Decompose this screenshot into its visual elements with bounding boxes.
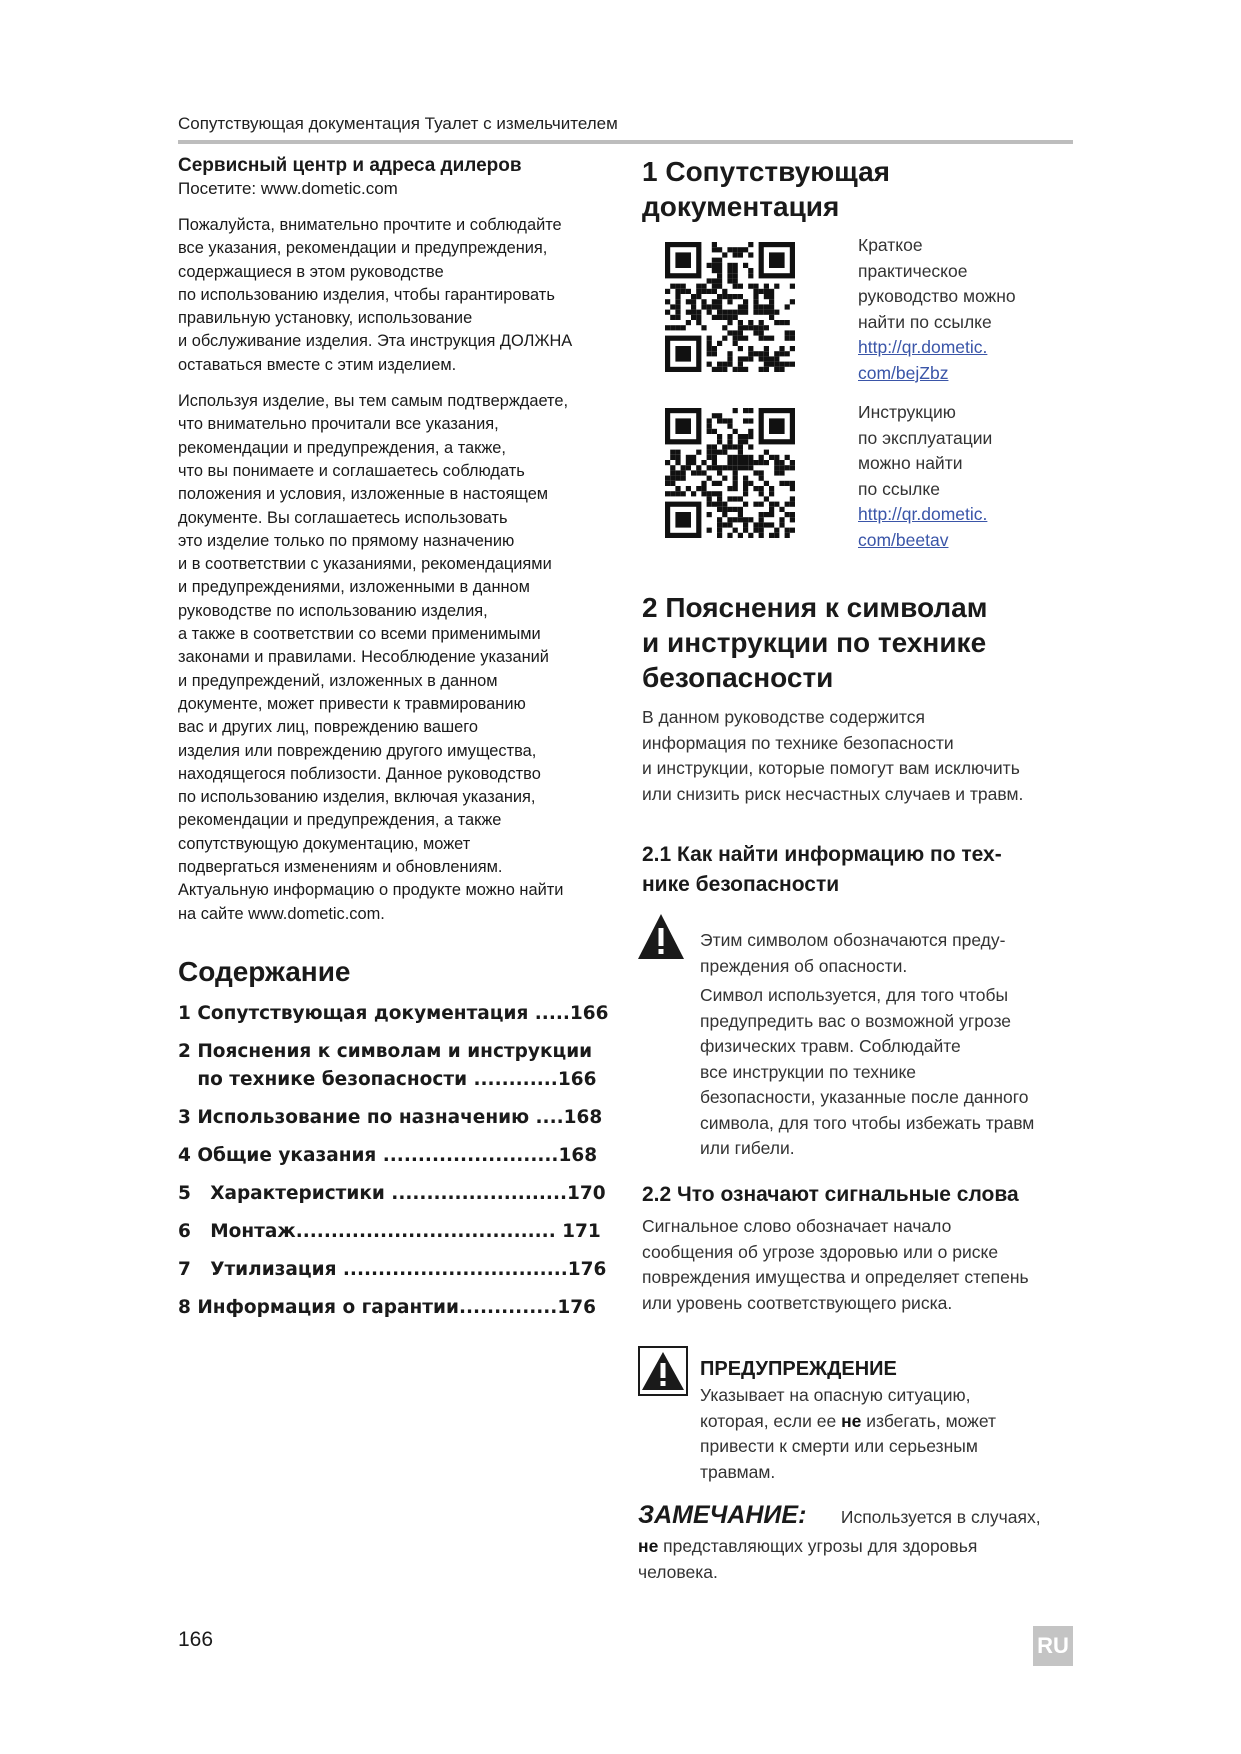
toc-entry[interactable]: 7 Утилизация ................................176 <box>178 1258 607 1280</box>
warning-line2a: которая, если ее <box>700 1410 842 1431</box>
language-badge: RU <box>1033 1626 1073 1666</box>
qr-link-line[interactable]: http://qr.dometic. <box>858 337 988 357</box>
section2-text-line: или снизить риск несчастных случаев и травм. <box>642 783 1024 804</box>
notice-line3: человека. <box>638 1561 718 1582</box>
qr2-caption-line: по эксплуатации <box>858 427 993 448</box>
intro-line: и обслуживание изделия. Эта инструкция ДОЛЖНА <box>178 332 573 351</box>
qr1-link[interactable] <box>858 335 1078 386</box>
intro-line: Пожалуйста, внимательно прочтите и соблюдайте <box>178 216 562 234</box>
section2-1-para1 <box>700 928 1080 979</box>
section2-2-text-line: сообщения об угрозе здоровью или о риске <box>642 1241 999 1262</box>
notice-label: ЗАМЕЧАНИЕ: <box>638 1501 807 1529</box>
qr1-caption <box>858 233 1078 386</box>
left-column <box>178 154 618 1332</box>
service-visit: Посетите: www.dometic.com <box>178 179 398 198</box>
running-header: Сопутствующая документация Туалет с измельчителем <box>178 114 618 133</box>
qr-code-quick-guide <box>662 242 798 372</box>
agreement-line: сопутствующую документацию, может <box>178 834 471 853</box>
agreement-line: рекомендации и предупреждения, а также <box>178 811 502 830</box>
toc-list <box>178 1000 618 1322</box>
agreement-line: вас и других лиц, повреждению вашего <box>178 718 478 737</box>
section2-title-line: 2 Пояснения к символам <box>642 592 988 623</box>
agreement-line: это изделие только по прямому назначению <box>178 531 515 550</box>
agreement-line: на сайте www.dometic.com. <box>178 904 385 923</box>
agreement-line: изделия или повреждению другого имущества, <box>178 741 537 760</box>
notice-line2a: не <box>638 1536 659 1556</box>
intro-line: по использованию изделия, чтобы гарантировать <box>178 285 555 304</box>
qr1-caption-line: руководство можно <box>858 286 1016 306</box>
qr-code-operating-manual <box>662 408 798 538</box>
agreement-line: и в соответствии с указаниями, рекомендациями <box>178 555 552 574</box>
notice-block <box>638 1500 1078 1585</box>
notice-line2b: представляющих угрозы для здоровья <box>658 1536 978 1556</box>
section2-text-line: В данном руководстве содержится <box>642 707 925 727</box>
notice-line1: Используется в случаях, <box>840 1507 1041 1527</box>
service-title: Сервисный центр и адреса дилеров <box>178 155 522 176</box>
section2-1 <box>642 840 1074 900</box>
section1-title-line2: документация <box>642 191 840 222</box>
section2-1-para2-line: предупредить вас о возможной угрозе <box>700 1010 1012 1031</box>
toc-entry[interactable]: 4 Общие указания .........................168 <box>178 1144 598 1166</box>
section2-2-text <box>642 1214 1074 1316</box>
toc-entry[interactable]: 1 Сопутствующая документация .....166 <box>178 1002 609 1024</box>
section2-1-title-line: 2.1 Как найти информацию по тех- <box>642 843 1002 866</box>
page-number: 166 <box>178 1628 214 1651</box>
section2-1-para2-line: или гибели. <box>700 1138 795 1158</box>
qr1-caption-line: найти по ссылке <box>858 311 992 332</box>
warning-line1: Указывает на опасную ситуацию, <box>700 1385 971 1405</box>
warning-box-icon <box>638 1346 688 1396</box>
section2-1-title <box>642 840 1074 900</box>
agreement-line: документе. Вы соглашаетесь использовать <box>178 508 508 527</box>
section1-title-line1: 1 Сопутствующая <box>642 156 891 187</box>
toc-entry[interactable]: 6 Монтаж..................................... 171 <box>178 1220 601 1242</box>
agreement-line: и предупреждений, изложенных в данном <box>178 671 498 690</box>
agreement-line: положения и условия, изложенные в настоящем <box>178 485 549 504</box>
qr1-caption-line: практическое <box>858 260 968 281</box>
intro-line: оставаться вместе с этим изделием. <box>178 355 457 374</box>
warning-line2c: избегать, может <box>861 1410 997 1431</box>
intro-line: содержащиеся в этом руководстве <box>178 262 444 281</box>
qr1-caption-line: Краткое <box>858 235 923 255</box>
qr-link-line[interactable]: com/beetav <box>858 529 949 550</box>
agreement-line: находящегося поблизости. Данное руководство <box>178 764 541 783</box>
section2-2-text-line: или уровень соответствующего риска. <box>642 1292 953 1313</box>
qr2-caption-line: можно найти <box>858 453 963 473</box>
qr-pattern-icon <box>662 242 798 372</box>
agreement-line: руководстве по использованию изделия, <box>178 601 488 620</box>
toc-entry[interactable]: 8 Информация о гарантии..............176 <box>178 1296 596 1318</box>
section2-1-para2 <box>700 983 1080 1162</box>
agreement-line: Актуальную информацию о продукте можно найти <box>178 881 564 900</box>
agreement-line: и предупреждениями, изложенными в данном <box>178 578 530 597</box>
section2-text <box>642 705 1074 807</box>
agreement-line: а также в соответствии со всеми применимыми <box>178 625 541 644</box>
header-divider <box>178 140 1073 144</box>
section2-1-para1-line: Этим символом обозначаются преду- <box>700 930 1006 950</box>
agreement-line: подвергаться изменениям и обновлениям. <box>178 858 503 877</box>
section2-1-para1-line: преждения об опасности. <box>700 955 908 976</box>
section2 <box>642 590 1074 807</box>
agreement-line: что внимательно прочитали все указания, <box>178 415 499 434</box>
agreement-line: законами и правилами. Несоблюдение указаний <box>178 648 549 667</box>
qr2-caption-line: Инструкцию <box>858 402 956 422</box>
agreement-line: рекомендации и предупреждения, а также, <box>178 438 506 457</box>
warning-line4: травмам. <box>700 1461 776 1482</box>
intro-line: все указания, рекомендации и предупреждения, <box>178 239 548 258</box>
agreement-line: Используя изделие, вы тем самым подтверждаете, <box>178 392 569 411</box>
section2-1-title-line: нике безопасности <box>642 873 840 896</box>
qr1-text <box>858 233 1078 335</box>
section2-2-title: 2.2 Что означают сигнальные слова <box>642 1183 1019 1206</box>
agreement-line: по использованию изделия, включая указания, <box>178 788 536 807</box>
section2-1-body <box>700 928 1080 1162</box>
section2-1-para2-line: символа, для того чтобы избежать травм <box>700 1112 1035 1133</box>
section2-1-para2-line: безопасности, указанные после данного <box>700 1087 1029 1107</box>
intro-paragraph <box>178 214 618 377</box>
warning-line3: привести к смерти или серьезным <box>700 1436 978 1456</box>
toc-entry[interactable]: 5 Характеристики .........................170 <box>178 1182 606 1204</box>
section2-1-para2-line: Символ используется, для того чтобы <box>700 985 1009 1005</box>
section2-title-line: безопасности <box>642 662 834 693</box>
toc-entry[interactable]: 3 Использование по назначению ....168 <box>178 1106 603 1128</box>
right-column <box>642 154 1074 224</box>
intro-line: правильную установку, использование <box>178 309 473 328</box>
section2-2 <box>642 1180 1074 1316</box>
section2-1-para2-line: физических травм. Соблюдайте <box>700 1036 961 1056</box>
section2-title-line: и инструкции по технике <box>642 627 987 658</box>
section2-2-text-line: повреждения имущества и определяет степень <box>642 1267 1029 1287</box>
section2-text-line: и инструкции, которые помогут вам исключить <box>642 758 1020 778</box>
toc-title: Содержание <box>178 955 351 987</box>
section1-title <box>642 154 1074 224</box>
toc-entry[interactable]: 2 Пояснения к символам и инструкции по технике безопасности ............166 <box>178 1040 597 1090</box>
qr-pattern-icon <box>662 408 798 538</box>
section2-title <box>642 590 1074 695</box>
section2-text-line: информация по технике безопасности <box>642 732 954 753</box>
qr2-text <box>858 400 1078 502</box>
agreement-paragraph <box>178 390 618 926</box>
agreement-line: документе, может привести к травмированию <box>178 694 526 713</box>
qr-link-line[interactable]: http://qr.dometic. <box>858 504 988 524</box>
agreement-line: что вы понимаете и соглашаетесь соблюдать <box>178 461 525 480</box>
qr2-link[interactable] <box>858 502 1078 553</box>
warning-line2b: не <box>841 1410 862 1431</box>
qr2-caption <box>858 400 1078 553</box>
warning-text <box>700 1383 1080 1485</box>
section2-2-text-line: Сигнальное слово обозначает начало <box>642 1216 952 1236</box>
warning-label: ПРЕДУПРЕЖДЕНИЕ <box>700 1358 897 1380</box>
qr2-caption-line: по ссылке <box>858 478 940 499</box>
warning-block <box>700 1355 1080 1485</box>
qr-link-line[interactable]: com/bejZbz <box>858 362 949 383</box>
warning-triangle-icon <box>636 912 686 962</box>
section2-1-para2-line: все инструкции по технике <box>700 1061 917 1082</box>
